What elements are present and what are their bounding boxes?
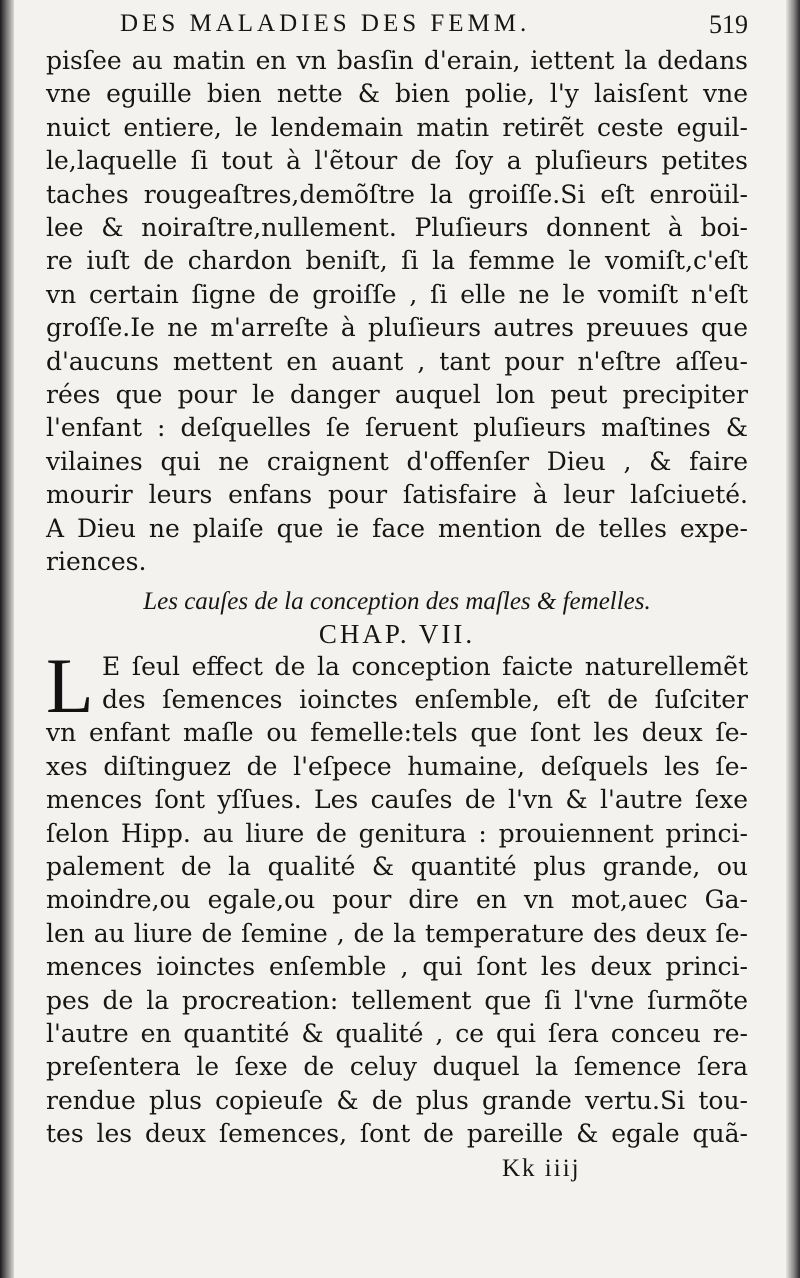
- signature-mark: Kk iiij: [502, 1154, 581, 1182]
- text-line: riences.: [46, 547, 147, 577]
- text-line: vn certain ſigne de groiſſe , ſi elle ne le vomiſt n'eſt: [46, 279, 748, 309]
- text-line: moindre,ou egale,ou pour dire en vn mot,auec Ga-: [46, 885, 748, 915]
- text-line: vilaines qui ne craignent d'offenſer Dieu , & faire: [46, 446, 748, 476]
- text-line: des ſemences ioinctes enſemble, eſt de ſuſciter: [102, 684, 748, 714]
- text-line: preſentera le ſexe de celuy duquel la ſemence ſera: [46, 1052, 748, 1082]
- text-line: len au liure de ſemine , de la temperature des deux ſe-: [46, 918, 748, 948]
- text-line: l'enfant : deſquelles ſe ſeruent pluſieurs maſtines &: [46, 413, 748, 443]
- body-paragraph: [46, 44, 748, 579]
- text-line: rendue plus copieuſe & de plus grande vertu.Si tou-: [46, 1085, 748, 1115]
- text-line: le,laquelle ſi tout à l'ẽtour de ſoy a pluſieurs petites: [46, 146, 748, 176]
- page-shadow-right: [786, 0, 800, 1278]
- text-line: taches rougeaſtres,demõſtre la groiſſe.Si eſt enroüil-: [46, 179, 748, 209]
- text-line: tes les deux ſemences, ſont de pareille & egale quã-: [46, 1119, 748, 1149]
- text-line: nuict entiere, le lendemain matin retirẽt ceste eguil-: [46, 112, 748, 142]
- chapter-heading: Les cauſes de la conception des maſles & femelles.: [143, 587, 651, 615]
- chapter-number: CHAP. VII.: [318, 618, 476, 649]
- page-number: 519: [709, 10, 748, 39]
- page-footer: [46, 1153, 748, 1193]
- text-line: groſſe.Ie ne m'arreſte à pluſieurs autres preuues que: [46, 313, 748, 343]
- text-line: palement de la qualité & quantité plus grande, ou: [46, 851, 748, 881]
- running-title: DES MALADIES DES FEMM.: [120, 10, 531, 37]
- running-head: [46, 4, 748, 44]
- text-line: E ſeul effect de la conception faicte naturellemẽt: [102, 651, 748, 681]
- text-line: ſelon Hipp. au liure de genitura : prouiennent princi-: [46, 818, 748, 848]
- text-line: vn enfant maſle ou femelle:tels que ſont les deux ſe-: [46, 718, 748, 748]
- chapter-paragraph: [46, 641, 748, 1151]
- text-line: d'aucuns mettent en auant , tant pour n'eſtre aſſeu-: [46, 346, 748, 376]
- text-line: mourir leurs enfans pour ſatisfaire à leur laſciueté.: [46, 480, 748, 510]
- drop-capital: L: [46, 641, 94, 729]
- text-line: pes de la procreation: tellement que ſi l'vne ſurmõte: [46, 985, 748, 1015]
- text-line: l'autre en quantité & qualité , ce qui ſera conceu re-: [46, 1018, 748, 1048]
- text-line: mences ioinctes enſemble , qui ſont les deux princi-: [46, 952, 748, 982]
- text-line: A Dieu ne plaiſe que ie face mention de telles expe-: [46, 513, 748, 543]
- text-line: rées que pour le danger auquel lon peut precipiter: [46, 380, 748, 410]
- text-block: [46, 4, 748, 1193]
- text-line: pisſee au matin en vn basſin d'erain, iettent la dedans: [46, 46, 748, 75]
- text-line: mences ſont yſſues. Les cauſes de l'vn & l'autre ſexe: [46, 785, 748, 815]
- page-shadow-left: [0, 0, 14, 1278]
- text-line: lee & noiraſtre,nullement. Pluſieurs donnent à boi-: [46, 213, 748, 243]
- text-line: vne eguille bien nette & bien polie, l'y laisſent vne: [46, 79, 748, 109]
- text-line: re iuſt de chardon beniſt, ſi la femme le vomiſt,c'eſt: [46, 246, 748, 276]
- text-line: xes diſtinguez de l'eſpece humaine, deſquels les ſe-: [46, 751, 748, 781]
